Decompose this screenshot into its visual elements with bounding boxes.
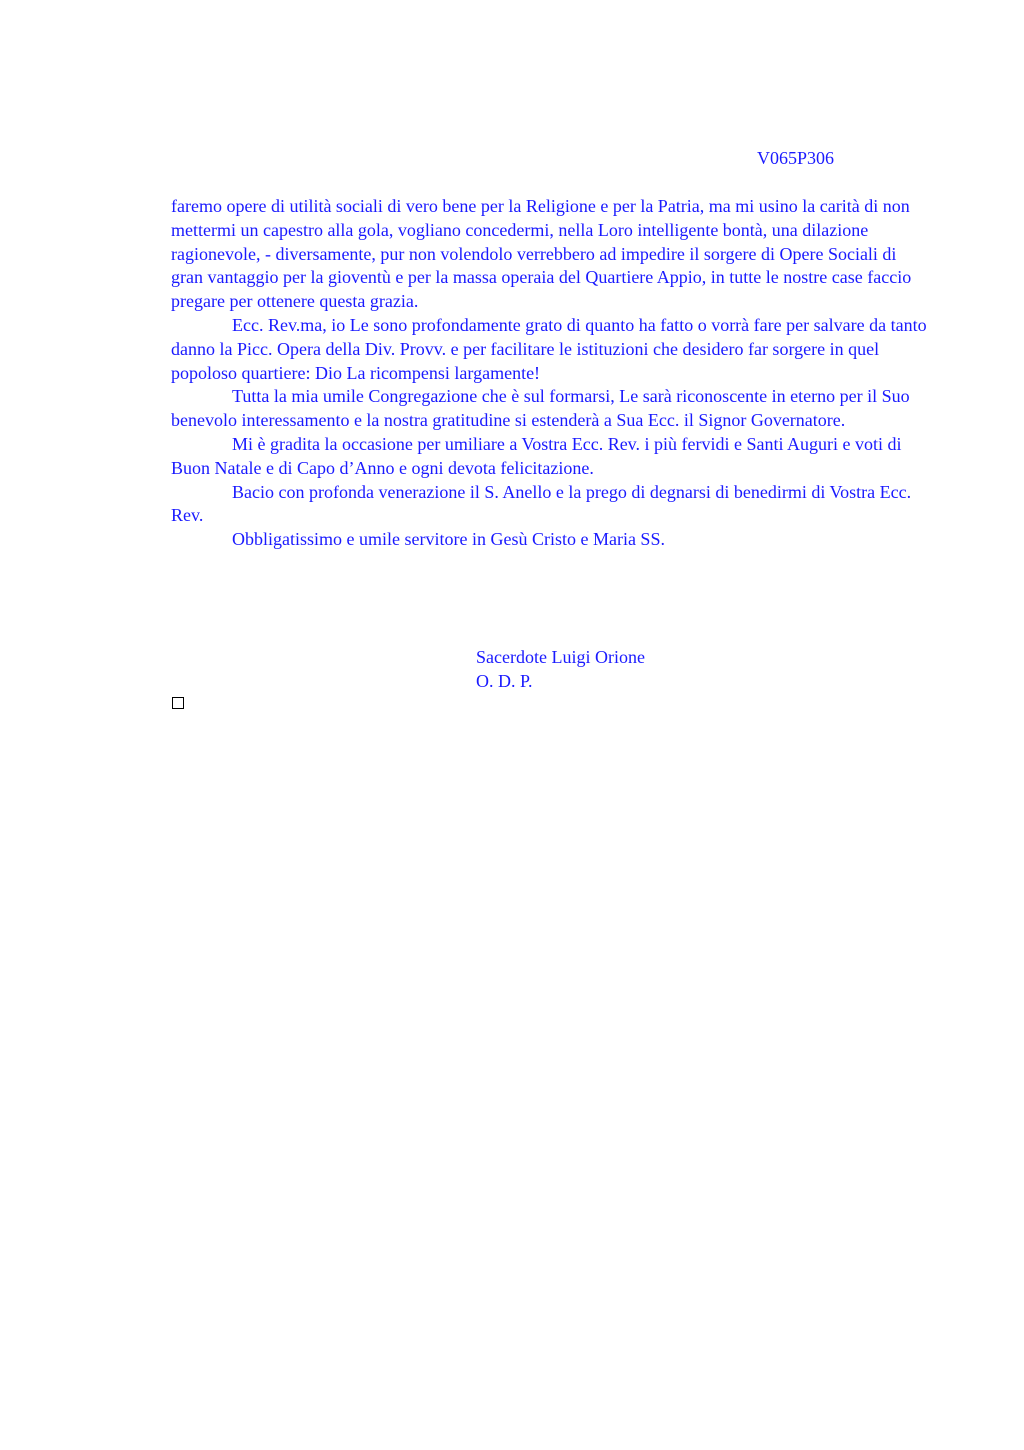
- reference-code: V065P306: [757, 148, 835, 168]
- paragraph-5: Bacio con profonda venerazione il S. Anello e la prego di degnarsi di benedirmi di Vostra Ecc. Rev.: [171, 481, 912, 526]
- signature-order: O. D. P.: [476, 670, 533, 691]
- signature-name: Sacerdote Luigi Orione: [476, 647, 645, 667]
- paragraph-3: Tutta la mia umile Congregazione che è sul formarsi, Le sarà riconoscente in eterno per il Suo benevolo interessamento e la nostra gratitudine si estenderà a Sua Ecc. il Signor Governatore.: [171, 386, 910, 431]
- paragraph-4: Mi è gradita la occasione per umiliare a Vostra Ecc. Rev. i più fervidi e Santi Auguri e voti di Buon Natale e di Capo d’Anno e ogni devota felicitazione.: [171, 433, 902, 478]
- paragraph-1: faremo opere di utilità sociali di vero bene per la Religione e per la Patria, ma mi usino la carità di non mettermi un capestro alla gola, vogliano concedermi, nella Loro intelligente bontà, una dilazione ragionevole, - diversamente, pur non volendolo verrebbero ad impedire il sorgere di Opere Sociali di gran vantaggio per la gioventù e per la massa operaia del Quartiere Appio, in tutte le nostre case faccio pregare per ottenere questa grazia.: [171, 196, 912, 312]
- signature-block: [476, 646, 645, 694]
- paragraph-2: Ecc. Rev.ma, io Le sono profondamente grato di quanto ha fatto o vorrà fare per salvare da tanto danno la Picc. Opera della Div. Provv. e per facilitare le istituzioni che desidero far sorgere in quel popoloso quartiere: Dio La ricompensi largamente!: [171, 314, 927, 383]
- end-marker-box-icon: [172, 697, 184, 709]
- paragraph-6: Obbligatissimo e umile servitore in Gesù Cristo e Maria SS.: [232, 529, 665, 550]
- letter-body: [171, 195, 931, 552]
